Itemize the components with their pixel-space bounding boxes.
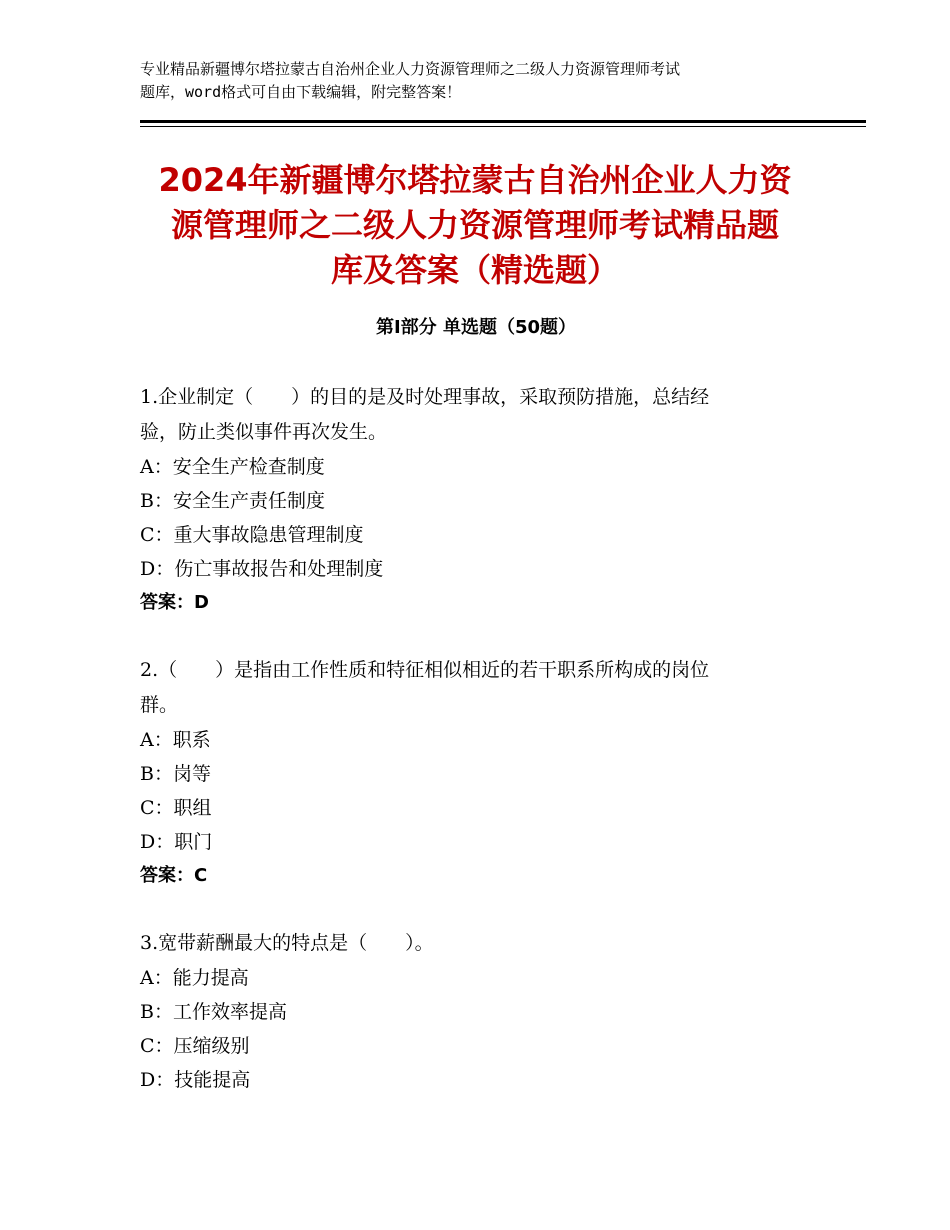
- option-b: B：安全生产责任制度: [140, 490, 325, 512]
- header-divider-thin: [140, 126, 866, 127]
- option-d: D：职门: [140, 831, 213, 853]
- document-title-line-2: 源管理师之二级人力资源管理师考试精品题: [170, 206, 779, 244]
- option-d: D：技能提高: [140, 1069, 251, 1091]
- question-stem-line-1: 2.（ ）是指由工作性质和特征相似相近的若干职系所构成的岗位: [140, 659, 710, 681]
- document-title-line-3: 库及答案（精选题）: [330, 251, 619, 289]
- option-d: D：伤亡事故报告和处理制度: [140, 558, 384, 580]
- option-c: C：重大事故隐患管理制度: [140, 524, 364, 546]
- option-a: A：职系: [140, 729, 211, 751]
- option-a: A：安全生产检查制度: [140, 456, 325, 478]
- header-note-line-2: 题库，word格式可自由下载编辑，附完整答案！: [140, 83, 462, 101]
- option-b: B：岗等: [140, 763, 211, 785]
- document-title-line-1: 2024年新疆博尔塔拉蒙古自治州企业人力资: [158, 161, 792, 199]
- header-divider-thick: [140, 120, 866, 123]
- option-a: A：能力提高: [140, 967, 249, 989]
- document-title: [120, 158, 830, 293]
- question-stem-line-1: 1.企业制定（ ）的目的是及时处理事故，采取预防措施，总结经: [140, 386, 710, 408]
- question-stem: [140, 653, 812, 723]
- section-title: 第Ⅰ部分 单选题（50题）: [375, 317, 576, 338]
- question-stem: [140, 926, 812, 961]
- header-note: [140, 58, 820, 104]
- header-note-line-1: 专业精品新疆博尔塔拉蒙古自治州企业人力资源管理师之二级人力资源管理师考试: [140, 60, 681, 78]
- question-3: [140, 926, 812, 1097]
- question-1: [140, 380, 812, 620]
- option-c: C：压缩级别: [140, 1035, 250, 1057]
- question-stem-line-2: 验，防止类似事件再次发生。: [140, 421, 388, 443]
- question-stem: [140, 380, 812, 450]
- question-stem-line-1: 3.宽带薪酬最大的特点是（ ）。: [140, 932, 434, 954]
- answer: 答案：C: [140, 865, 208, 886]
- question-2: [140, 653, 812, 893]
- option-b: B：工作效率提高: [140, 1001, 287, 1023]
- answer: 答案：D: [140, 592, 209, 613]
- question-stem-line-2: 群。: [140, 694, 179, 716]
- option-c: C：职组: [140, 797, 212, 819]
